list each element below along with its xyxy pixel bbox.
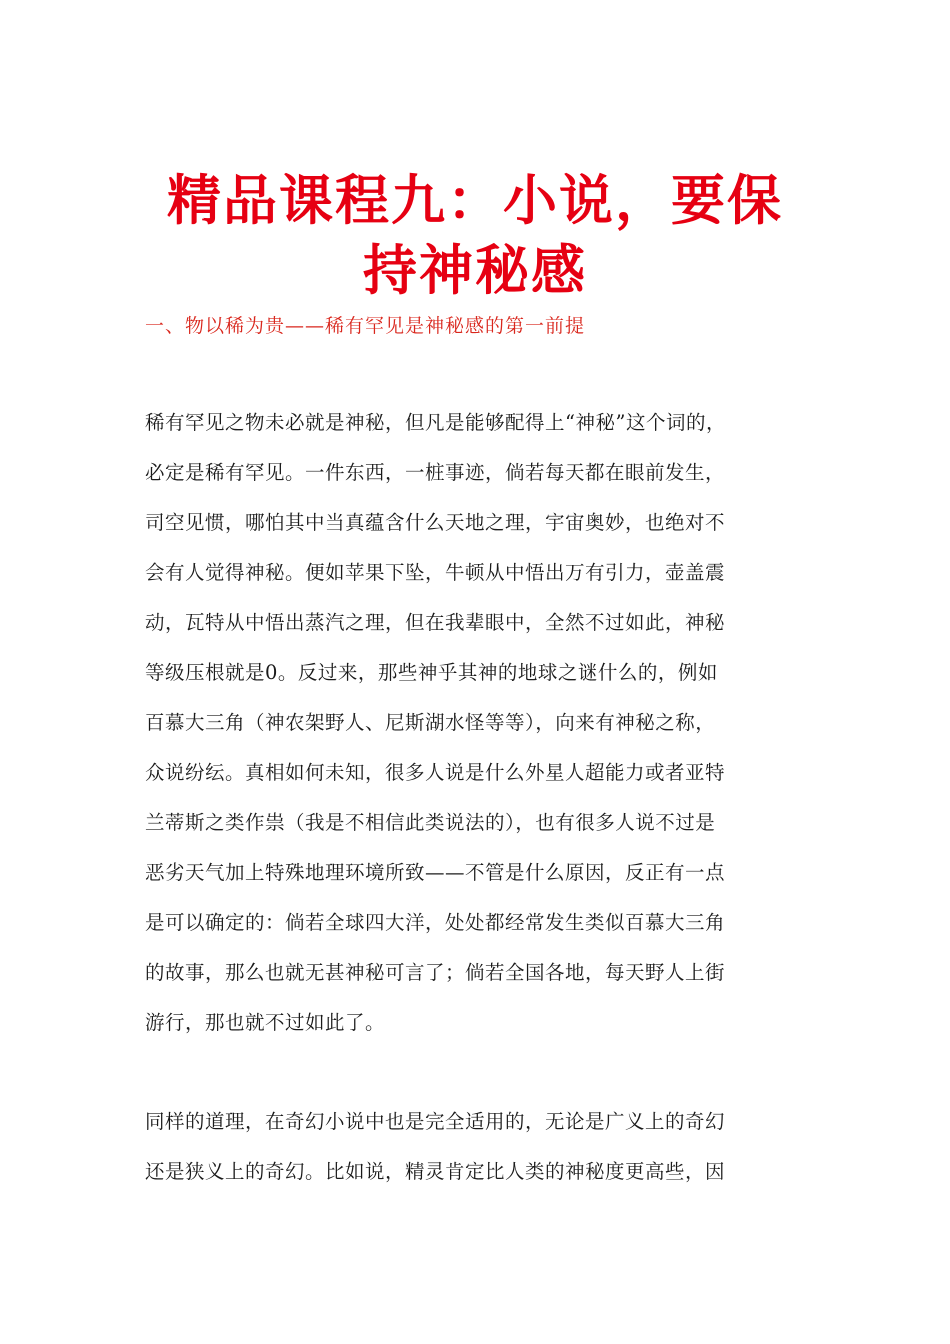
page-title bbox=[100, 166, 850, 306]
section-heading: 一、物以稀为贵——稀有罕见是神秘感的第一前提 bbox=[145, 315, 586, 337]
paragraph-line: 的故事，那么也就无甚神秘可言了；倘若全国各地，每天野人上街 bbox=[145, 961, 726, 984]
paragraph-line: 等级压根就是0。反过来，那些神乎其神的地球之谜什么的，例如 bbox=[145, 661, 718, 684]
paragraph-line: 是可以确定的：倘若全球四大洋，处处都经常发生类似百慕大三角 bbox=[145, 911, 726, 934]
paragraph-line: 游行，那也就不过如此了。 bbox=[145, 1011, 386, 1034]
title-line-1: 精品课程九：小说，要保 bbox=[167, 169, 783, 233]
paragraph-1 bbox=[145, 398, 825, 1048]
paragraph-line: 会有人觉得神秘。便如苹果下坠，牛顿从中悟出万有引力，壶盖震 bbox=[145, 561, 726, 584]
paragraph-line: 百慕大三角（神农架野人、尼斯湖水怪等等），向来有神秘之称， bbox=[145, 711, 716, 734]
paragraph-line: 恶劣天气加上特殊地理环境所致——不管是什么原因，反正有一点 bbox=[145, 861, 726, 884]
paragraph-line: 众说纷纭。真相如何未知，很多人说是什么外星人超能力或者亚特 bbox=[145, 761, 726, 784]
paragraph-line: 必定是稀有罕见。一件东西，一桩事迹，倘若每天都在眼前发生， bbox=[145, 461, 726, 484]
paragraph-line: 稀有罕见之物未必就是神秘，但凡是能够配得上“神秘”这个词的， bbox=[145, 411, 726, 434]
paragraph-2 bbox=[145, 1097, 825, 1197]
paragraph-line: 动，瓦特从中悟出蒸汽之理，但在我辈眼中，全然不过如此，神秘 bbox=[145, 611, 726, 634]
paragraph-line: 兰蒂斯之类作祟（我是不相信此类说法的），也有很多人说不过是 bbox=[145, 811, 716, 834]
paragraph-line: 司空见惯，哪怕其中当真蕴含什么天地之理，宇宙奥妙，也绝对不 bbox=[145, 511, 726, 534]
paragraph-line: 同样的道理，在奇幻小说中也是完全适用的，无论是广义上的奇幻 bbox=[145, 1110, 726, 1133]
title-line-2: 持神秘感 bbox=[363, 239, 587, 303]
paragraph-line: 还是狭义上的奇幻。比如说，精灵肯定比人类的神秘度更高些，因 bbox=[145, 1160, 726, 1183]
